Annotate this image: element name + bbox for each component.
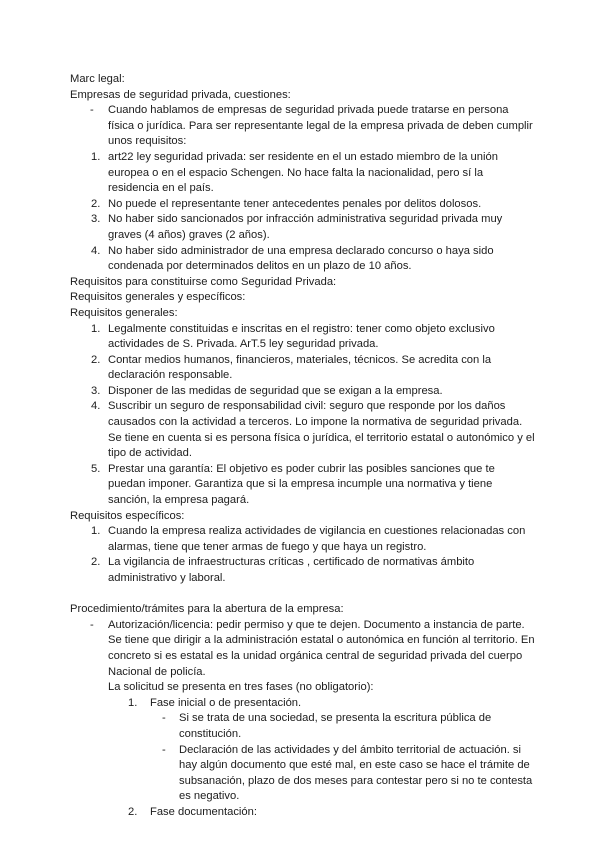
list-item-text: No haber sido sancionados por infracción administrativa seguridad privada muy graves (4 años) graves (2 años).: [108, 213, 503, 241]
fases-intro: La solicitud se presenta en tres fases (no obligatorio):: [108, 681, 374, 694]
fase-subitem-text: Si se trata de una sociedad, se presenta la escritura pública de constitución.: [179, 712, 492, 740]
heading-requisitos-generales: Requisitos generales:: [70, 306, 178, 319]
procedimiento-list: [70, 618, 535, 821]
list-item-text: Contar medios humanos, financieros, materiales, técnicos. Se acredita con la declaración responsable.: [108, 353, 492, 382]
heading-generales-especificos: Requisitos generales y específicos:: [70, 291, 246, 304]
list-item-text: Suscribir un seguro de responsabilidad civil: seguro que responde por los daños causados con la actividad a terceros. Lo impone la normativa de seguridad privada. Se tiene en cuenta si es persona física o jurídica, el territorio estatal o autonómico y el tipo de actividad.: [108, 400, 535, 460]
list-number: 3.: [91, 213, 101, 226]
list-item-text: Autorización/licencia: pedir permiso y que te dejen. Documento a instancia de parte. Se tiene que dirigir a la administración estatal o autonómica en función al territorio. En concreto si es estatal es la unidad orgánica central de seguridad privada del cuerpo Nacional de policía.: [108, 618, 535, 678]
requisitos-especificos-list: [70, 524, 535, 586]
document-page: [70, 72, 535, 821]
fase-label: Fase inicial o de presentación.: [150, 696, 302, 709]
list-number: 2.: [128, 805, 138, 818]
heading-constituirse: Requisitos para constituirse como Seguridad Privada:: [70, 275, 337, 288]
list-number: 1.: [128, 696, 138, 709]
list-item: [70, 197, 535, 213]
list-number: 2.: [91, 556, 101, 569]
doc-title: Marc legal:: [70, 73, 125, 85]
bullet-dash: -: [90, 618, 94, 631]
list-item-text: art22 ley seguridad privada: ser residente en el un estado miembro de la unión europea o en el espacio Schengen. No hace falta la nacionalidad, pero sí la residencia en el país.: [108, 150, 498, 195]
list-item-text: Cuando la empresa realiza actividades de vigilancia en cuestiones relacionadas con alarmas, tiene que tener armas de fuego y que haya un registro.: [108, 525, 526, 553]
representante-requisitos-list: [70, 150, 535, 275]
fase-item: [70, 696, 535, 712]
requisitos-generales-list: [70, 322, 535, 509]
list-item: [70, 212, 535, 243]
list-item-text: La vigilancia de infraestructuras críticas , certificado de normativas ámbito administrativo y laboral.: [108, 556, 475, 584]
fase-label: Fase documentación:: [150, 805, 257, 818]
bullet-dash: -: [90, 104, 94, 117]
list-item: [70, 150, 535, 197]
list-item: [70, 462, 535, 509]
bullet-dash: -: [162, 743, 166, 756]
fase-subitem: [70, 743, 535, 805]
list-item: [70, 322, 535, 353]
list-item: [70, 524, 535, 555]
list-number: 5.: [91, 462, 101, 475]
list-item: [70, 103, 535, 150]
list-item: [70, 353, 535, 384]
list-number: 1.: [91, 322, 101, 335]
bullet-dash: -: [162, 712, 166, 725]
list-item-text: No puede el representante tener antecedentes penales por delitos dolosos.: [108, 197, 482, 210]
list-item: [70, 399, 535, 461]
list-item-text: Cuando hablamos de empresas de seguridad privada puede tratarse en persona física o jurídica. Para ser representante legal de la empresa privada de deben cumplir unos requisitos:: [108, 104, 533, 148]
fase-subitem: [70, 711, 535, 742]
list-item-text: Disponer de las medidas de seguridad que se exigan a la empresa.: [108, 384, 443, 397]
blank-line: [70, 587, 535, 603]
list-item-text: Legalmente constituidas e inscritas en el registro: tener como objeto exclusivo actividades de S. Privada. ArT.5 ley seguridad privada.: [108, 322, 495, 351]
list-item-text: No haber sido administrador de una empresa declarado concurso o haya sido condenada por determinados delitos en un plazo de 10 años.: [108, 244, 494, 273]
list-number: 4.: [91, 244, 101, 257]
section-heading-empresas: Empresas de seguridad privada, cuestiones:: [70, 88, 291, 101]
list-number: 1.: [91, 150, 101, 163]
list-item: [70, 618, 535, 680]
list-item: [70, 384, 535, 400]
list-number: 2.: [91, 197, 101, 210]
intro-list: [70, 103, 535, 150]
fase-item: [70, 805, 535, 821]
fase-subitem-text: Declaración de las actividades y del ámbito territorial de actuación. si hay algún documento que esté mal, en este caso se hace el trámite de subsanación, plazo de dos meses para contestar pero si no te contesta es negativo.: [179, 743, 533, 803]
list-item-text: Prestar una garantía: El objetivo es poder cubrir las posibles sanciones que te puedan imponer. Garantiza que si la empresa incumple una normativa y tiene sanción, la empresa pagará.: [108, 462, 495, 507]
list-number: 3.: [91, 384, 101, 397]
heading-procedimiento: Procedimiento/trámites para la abertura de la empresa:: [70, 603, 344, 616]
list-number: 4.: [91, 400, 101, 413]
list-number: 2.: [91, 353, 101, 366]
list-item: [70, 244, 535, 275]
list-item: [70, 555, 535, 586]
list-number: 1.: [91, 525, 101, 538]
heading-requisitos-especificos: Requisitos específicos:: [70, 509, 185, 522]
